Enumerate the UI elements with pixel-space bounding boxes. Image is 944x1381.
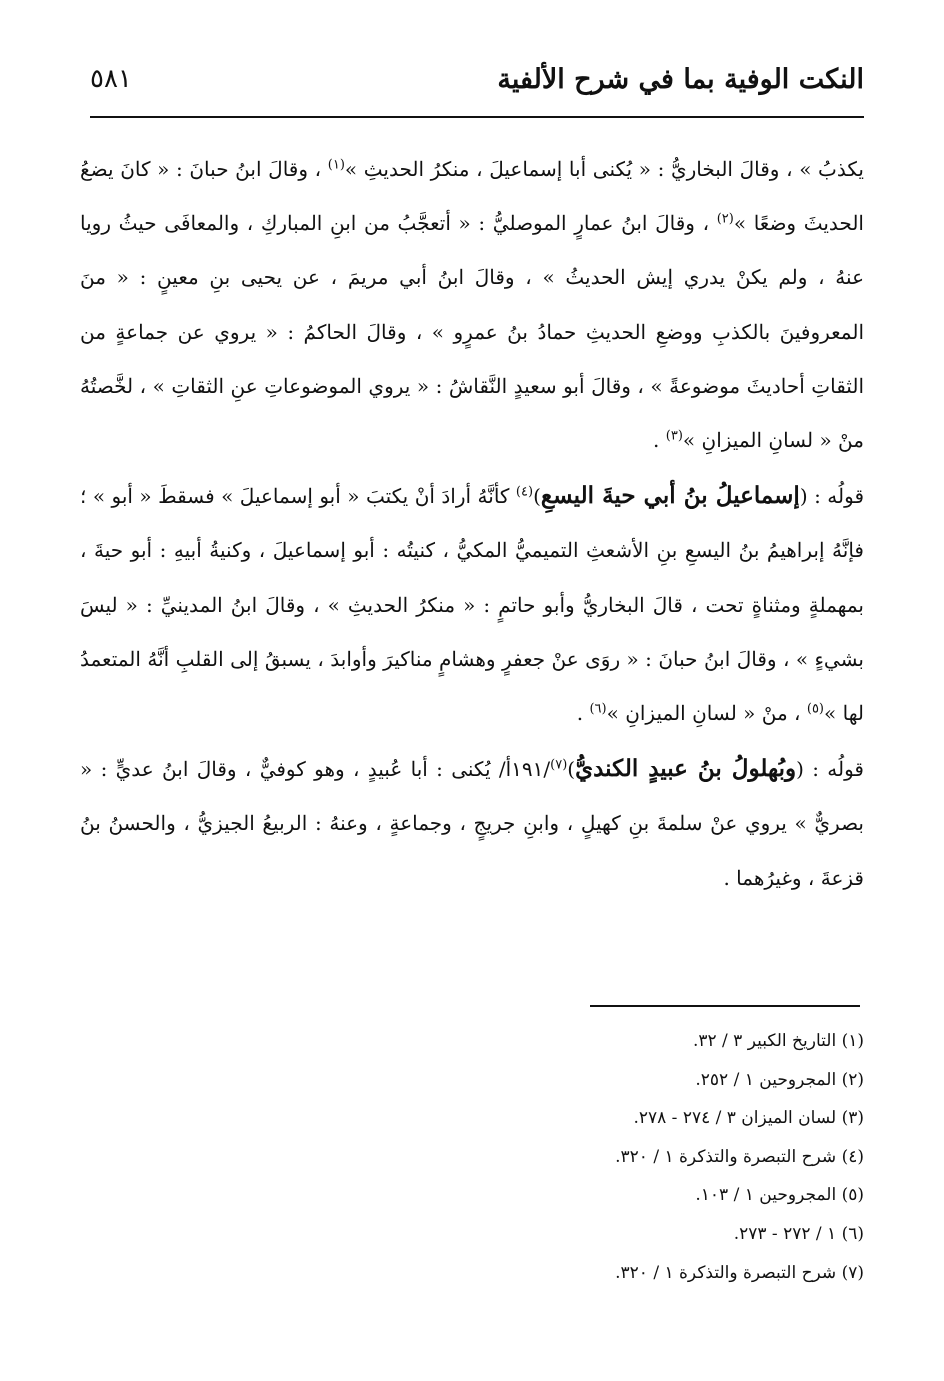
paragraph-1 — [80, 142, 864, 467]
text-run: ) — [567, 757, 576, 782]
text-run: ، وقالَ ابنُ عمارٍ الموصليُّ : « أتعجَّبُ من ابنِ المباركِ ، والمعافَى حيثُ رويا عنهُ ، ولم يكنْ يدري إيش الحديثُ » ، وقالَ ابنُ أبي مريمَ ، عن يحيى بنِ معينٍ : « منَ المعروفينَ بالكذبِ ووضعِ الحديثِ حمادُ بنُ عمرٍو » ، وقالَ الحاكمُ : « يروي عن جماعةٍ من الثقاتِ أحاديثَ موضوعةً » ، وقالَ أبو سعيدٍ النَّقاشُ : « يروي الموضوعاتِ عنِ الثقاتِ » ، لخَّصتُهُ منْ « لسانِ الميزانِ » — [80, 211, 865, 453]
footnote-1: (١) التاريخ الكبير ٣ / ٣٢. — [692, 1031, 864, 1051]
text-run: ) — [533, 484, 541, 509]
text-run: كأنَّهُ أرادَ أنْ يكتبَ « أبو إسماعيلَ » فسقطَ « أبو » ؛ فإنَّهُ إبراهيمُ بنُ اليسعِ بنِ الأشعثِ التميميُّ المكيُّ ، كنيتُه : أبو إسماعيلَ ، وكنيةُ أبيهِ : أبو حيةَ ، بمهملةٍ ومثناةٍ تحت ، قالَ البخاريُّ وأبو حاتمٍ : « منكرُ الحديثِ » ، وقالَ ابنُ المدينيِّ : « ليسَ بشيءٍ » ، وقالَ ابنُ حبانَ : « روَى عنْ جعفرٍ وهشامٍ مناكيرَ وأوابدَ ، يسبقُ إلى القلبِ أنَّهُ المتعمدُ لها » — [80, 484, 864, 726]
text-run: ، منْ « لسانِ الميزانِ » — [606, 701, 807, 726]
text-run: . — [653, 428, 666, 453]
footnote-6: (٦) ١ / ٢٧٢ - ٢٧٣. — [733, 1223, 864, 1244]
header-rule — [90, 116, 864, 118]
footnote-ref-5: (٥) — [806, 701, 824, 717]
text-run: قولُه : ( — [799, 484, 865, 509]
quoted-name: وبُهلولُ بنُ عبيدٍ الكنديُّ — [575, 755, 797, 783]
footnote-2: (٢) المجروحين ١ / ٢٥٢. — [695, 1069, 864, 1090]
footnote-ref-4: (٤) — [515, 484, 534, 500]
text-run: يكذبُ » ، وقالَ البخاريُّ : « يُكنى أبا إسماعيلَ ، منكرُ الحديثِ » — [344, 157, 864, 181]
text-run: ، وقالَ ابنُ حبانَ : « كانَ يضعُ الحديثَ وضعًا » — [80, 157, 864, 236]
footnote-ref-6: (٦) — [589, 701, 607, 717]
text-run: . — [576, 701, 590, 726]
footnote-ref-1: (١) — [327, 157, 345, 173]
page-header — [90, 62, 864, 112]
text-run: قولُه : ( — [796, 757, 864, 782]
footnote-5: (٥) المجروحين ١ / ١٠٣. — [695, 1185, 864, 1206]
footnote-7: (٧) شرح التبصرة والتذكرة ١ / ٣٢٠. — [615, 1262, 864, 1283]
paragraph-2 — [80, 469, 864, 740]
running-title: النكت الوفية بما في شرح الألفية — [497, 64, 864, 95]
text-run: /١٩١أ/ يُكنى : أبا عُبيدٍ ، وهو كوفيٌّ ، وقالَ ابنُ عديٍّ : « بصريٌّ » يروي عنْ سلمةَ بنِ كهيلٍ ، وابنِ جريجٍ ، وجماعةٍ ، وعنهُ : الربيعُ الجيزيُّ ، والحسنُ بنُ قزعةَ ، وغيرُهما . — [80, 757, 864, 890]
footnote-4: (٤) شرح التبصرة والتذكرة ١ / ٣٢٠. — [615, 1146, 864, 1167]
footnote-ref-2: (٢) — [716, 211, 734, 227]
footnote-ref-7: (٧) — [550, 757, 568, 773]
main-text — [80, 142, 864, 905]
paragraph-3 — [80, 742, 864, 905]
footnotes — [615, 1022, 864, 1292]
footnote-rule — [590, 1005, 860, 1007]
footnote-ref-3: (٣) — [665, 428, 683, 444]
footnote-3: (٣) لسان الميزان ٣ / ٢٧٤ - ٢٧٨. — [633, 1108, 864, 1129]
quoted-name: إسماعيلُ بنُ أبي حيةَ اليسعِ — [540, 482, 800, 510]
page-number: ٥٨١ — [90, 64, 132, 94]
